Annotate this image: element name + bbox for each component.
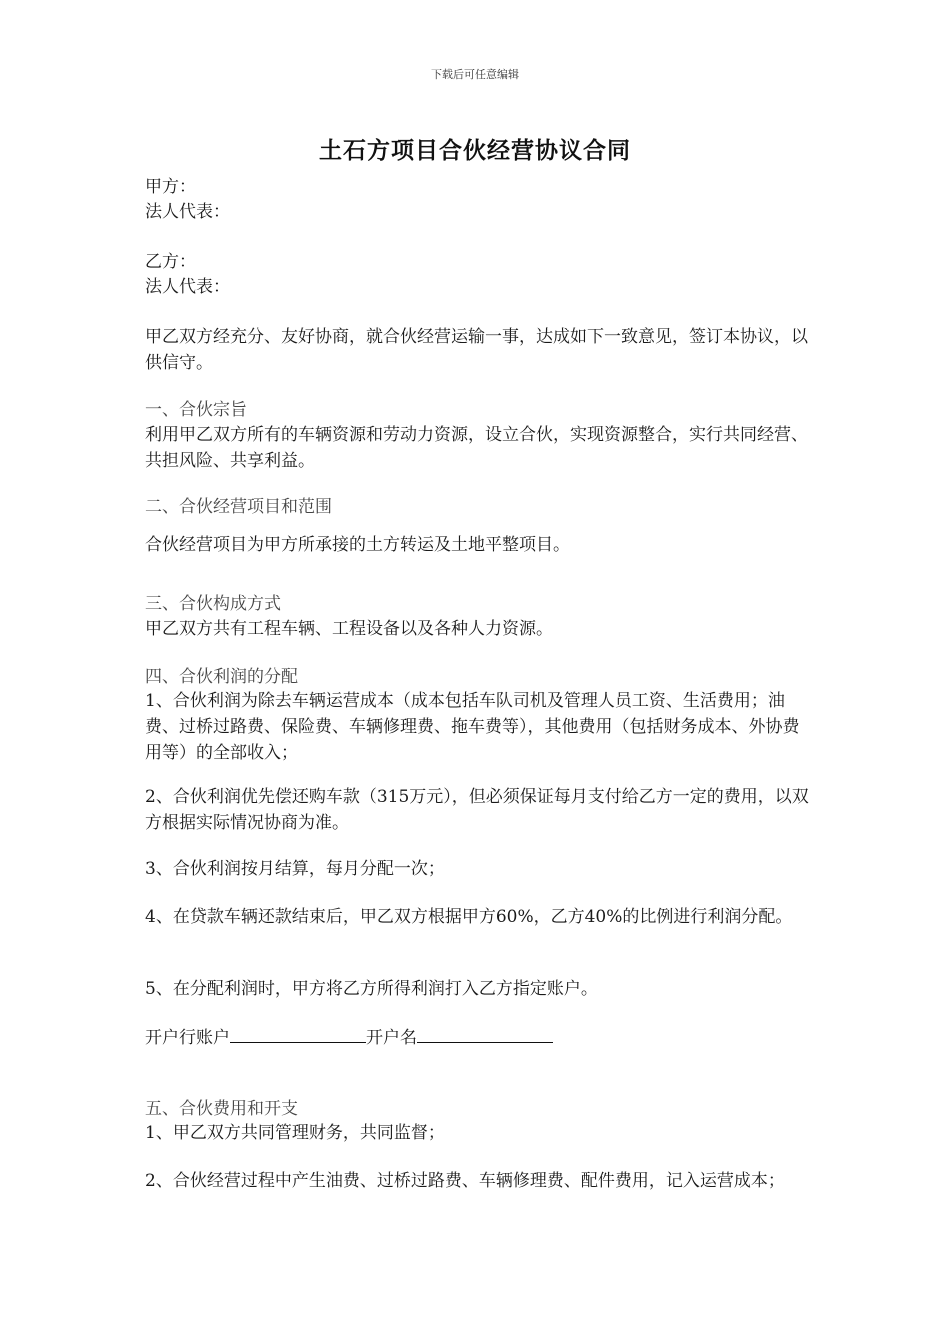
section-4-item-5: 5、在分配利润时，甲方将乙方所得利润打入乙方指定账户。 <box>145 979 598 999</box>
party-b-label: 乙方： <box>145 252 196 272</box>
section-4-title: 四、合伙利润的分配 <box>145 667 298 687</box>
intro-paragraph: 甲乙双方经充分、友好协商，就合伙经营运输一事，达成如下一致意见，签订本协议，以供信守。 <box>145 327 808 373</box>
section-1-body: 利用甲乙双方所有的车辆资源和劳动力资源，设立合伙，实现资源整合，实行共同经营、共担风险、共享利益。 <box>145 425 808 471</box>
account-line <box>145 1024 810 1051</box>
section-2-title: 二、合伙经营项目和范围 <box>145 497 332 517</box>
section-2-body: 合伙经营项目为甲方所承接的土方转运及土地平整项目。 <box>145 535 570 555</box>
section-4-item-1: 1、合伙利润为除去车辆运营成本（成本包括车队司机及管理人员工资、生活费用；油费、过桥过路费、保险费、车辆修理费、拖车费等），其他费用（包括财务成本、外协费用等）的全部收入； <box>145 691 800 763</box>
party-a-rep-label: 法人代表： <box>145 202 230 222</box>
section-4-item-2: 2、合伙利润优先偿还购车款（315万元），但必须保证每月支付给乙方一定的费用，以双方根据实际情况协商为准。 <box>145 787 809 833</box>
section-5-item-1: 1、甲乙双方共同管理财务，共同监督； <box>145 1123 445 1143</box>
section-3-title: 三、合伙构成方式 <box>145 594 281 614</box>
account-name-label: 开户名 <box>366 1028 417 1048</box>
section-4-item-3: 3、合伙利润按月结算，每月分配一次； <box>145 859 445 879</box>
account-bank-blank[interactable] <box>230 1024 366 1043</box>
account-bank-label: 开户行账户 <box>145 1028 230 1048</box>
party-a-label: 甲方： <box>145 177 196 197</box>
section-4-item-4: 4、在贷款车辆还款结束后，甲乙双方根据甲方60%，乙方40%的比例进行利润分配。 <box>145 907 793 927</box>
party-b-rep-label: 法人代表： <box>145 277 230 297</box>
section-5-item-2: 2、合伙经营过程中产生油费、过桥过路费、车辆修理费、配件费用，记入运营成本； <box>145 1171 785 1191</box>
account-name-blank[interactable] <box>417 1024 553 1043</box>
section-5-title: 五、合伙费用和开支 <box>145 1099 298 1119</box>
header-note: 下载后可任意编辑 <box>431 68 519 81</box>
section-1-title: 一、合伙宗旨 <box>145 400 247 420</box>
document-title: 土石方项目合伙经营协议合同 <box>319 137 631 164</box>
section-3-body: 甲乙双方共有工程车辆、工程设备以及各种人力资源。 <box>145 619 553 639</box>
